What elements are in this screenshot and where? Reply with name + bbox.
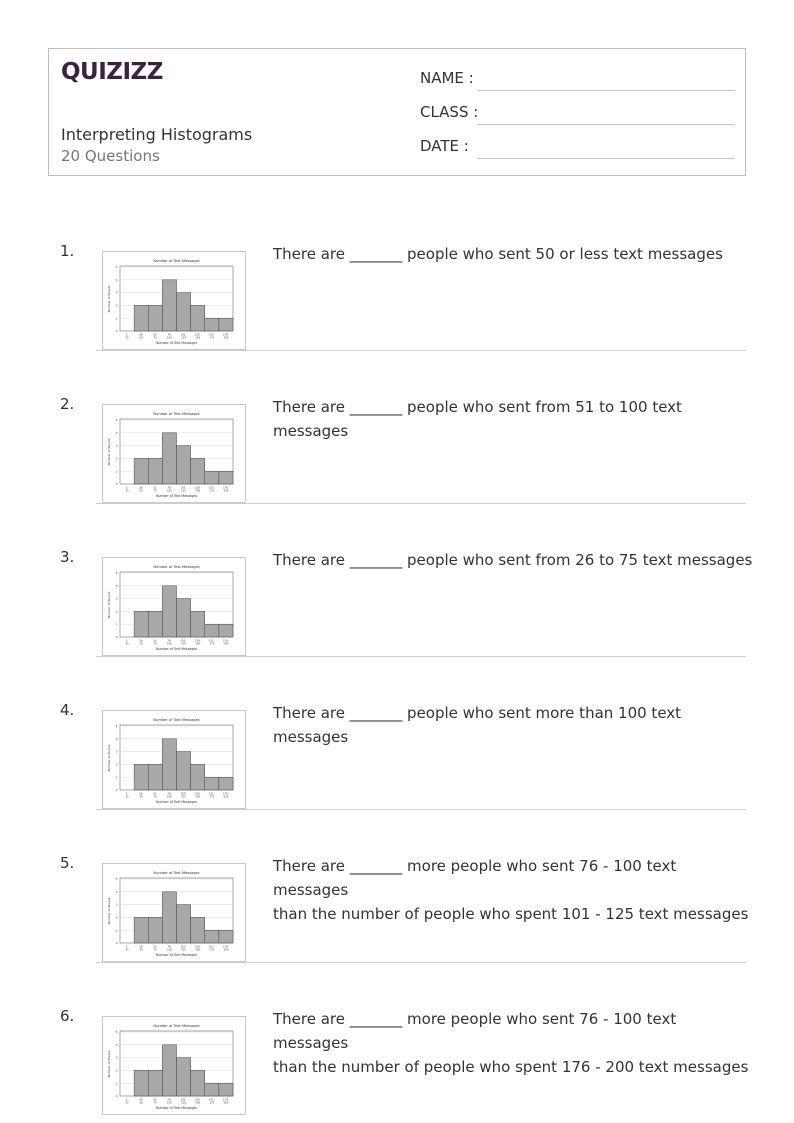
histogram-bar [205, 624, 219, 637]
x-tick-label: 101- [180, 1098, 187, 1102]
histogram-bar [191, 458, 205, 484]
histogram-bar [205, 777, 219, 790]
chart-title: Number of Text Messages [153, 718, 200, 722]
x-tick-label: 126- [194, 333, 201, 337]
x-tick-label: 26- [139, 486, 144, 490]
y-tick-label: 4 [115, 583, 118, 588]
question-item [0, 1007, 794, 1123]
x-tick-label: 101- [180, 486, 187, 490]
x-tick-label: 126- [194, 945, 201, 949]
histogram-bar [134, 1070, 148, 1096]
x-tick-label: 126- [194, 486, 201, 490]
y-tick-label: 0 [115, 482, 118, 487]
chart-title: Number of Text Messages [153, 412, 200, 416]
question-item [0, 395, 794, 548]
x-tick-label: 51- [153, 333, 158, 337]
y-axis-label: Number of People [107, 591, 111, 619]
question-number: 1. [60, 242, 75, 260]
histogram-bar [148, 1070, 162, 1096]
histogram-bar [148, 764, 162, 790]
x-tick-label: 51- [153, 486, 158, 490]
worksheet-title: Interpreting Histograms [61, 125, 253, 144]
x-tick-label: 75 [153, 795, 157, 799]
question-text-line: There are _______ people who sent 50 or less text messages [273, 245, 723, 263]
question-count: 20 Questions [61, 147, 160, 165]
x-tick-label: 151- [208, 486, 215, 490]
question-item [0, 854, 794, 1007]
histogram-bar [205, 318, 219, 331]
x-tick-label: 50 [139, 948, 143, 952]
question-text [273, 548, 753, 572]
histogram-bar [177, 1058, 191, 1096]
histogram-chart [103, 711, 245, 808]
question-number: 5. [60, 854, 75, 872]
x-tick-label: 126- [194, 1098, 201, 1102]
y-tick-label: 5 [115, 877, 118, 882]
x-tick-label: 151- [208, 333, 215, 337]
x-tick-label: 51- [153, 639, 158, 643]
x-tick-label: 176- [222, 333, 229, 337]
question-item [0, 548, 794, 701]
histogram-bar [162, 739, 176, 790]
y-tick-label: 2 [115, 456, 118, 461]
question-divider [96, 350, 746, 351]
histogram-image [102, 404, 246, 503]
y-tick-label: 3 [115, 290, 118, 295]
histogram-bar [205, 1083, 219, 1096]
x-tick-label: 100 [166, 795, 172, 799]
x-tick-label: 25 [125, 795, 129, 799]
x-tick-label: 75 [153, 642, 157, 646]
x-tick-label: 200 [223, 336, 229, 340]
histogram-bar [148, 305, 162, 331]
histogram-bar [205, 471, 219, 484]
worksheet-header [48, 48, 746, 176]
y-tick-label: 5 [115, 418, 118, 423]
histogram-chart [103, 558, 245, 655]
y-axis-label: Number of People [107, 897, 111, 925]
y-tick-label: 5 [115, 1030, 118, 1035]
question-text-line: There are _______ people who sent more than 100 text messages [273, 704, 682, 746]
y-tick-label: 1 [115, 775, 118, 780]
histogram-bar [177, 752, 191, 790]
x-tick-label: 26- [139, 945, 144, 949]
x-tick-label: 151- [208, 1098, 215, 1102]
x-tick-label: 150 [195, 336, 201, 340]
question-text-line: than the number of people who spent 176 - 200 text messages [273, 1058, 749, 1076]
x-tick-label: 150 [195, 948, 201, 952]
question-number: 6. [60, 1007, 75, 1025]
question-text [273, 701, 753, 749]
chart-title: Number of Text Messages [153, 1024, 200, 1028]
histogram-bar [219, 777, 233, 790]
y-tick-label: 5 [115, 265, 118, 270]
x-tick-label: 100 [166, 336, 172, 340]
question-text-line: There are _______ more people who sent 76 - 100 text messages [273, 1010, 677, 1052]
y-tick-label: 1 [115, 469, 118, 474]
y-tick-label: 4 [115, 889, 118, 894]
x-tick-label: 101- [180, 639, 187, 643]
y-axis-label: Number of People [107, 438, 111, 466]
name-line[interactable] [477, 90, 735, 91]
x-tick-label: 125 [181, 1101, 187, 1105]
y-tick-label: 3 [115, 749, 118, 754]
chart-title: Number of Text Messages [153, 259, 200, 263]
x-tick-label: 25 [125, 948, 129, 952]
x-tick-label: 75 [153, 948, 157, 952]
name-field[interactable] [420, 69, 735, 91]
x-tick-label: 50 [139, 642, 143, 646]
y-tick-label: 5 [115, 571, 118, 576]
x-tick-label: 26- [139, 639, 144, 643]
x-tick-label: 1- [125, 486, 129, 490]
question-text-line: There are _______ people who sent from 26 to 75 text messages [273, 551, 753, 569]
y-tick-label: 2 [115, 915, 118, 920]
x-tick-label: 175 [209, 489, 215, 493]
x-tick-label: 200 [223, 489, 229, 493]
y-tick-label: 3 [115, 1055, 118, 1060]
histogram-image [102, 863, 246, 962]
histogram-bar [219, 471, 233, 484]
y-tick-label: 3 [115, 902, 118, 907]
x-tick-label: 175 [209, 336, 215, 340]
x-tick-label: 175 [209, 948, 215, 952]
x-tick-label: 200 [223, 1101, 229, 1105]
question-divider [96, 503, 746, 504]
x-tick-label: 125 [181, 642, 187, 646]
x-tick-label: 1- [125, 1098, 129, 1102]
y-axis-label: Number of People [107, 744, 111, 772]
x-tick-label: 76- [167, 486, 172, 490]
x-tick-label: 176- [222, 792, 229, 796]
date-field[interactable] [420, 137, 735, 159]
y-tick-label: 1 [115, 928, 118, 933]
x-tick-label: 76- [167, 639, 172, 643]
histogram-bar [191, 764, 205, 790]
x-tick-label: 175 [209, 795, 215, 799]
x-tick-label: 25 [125, 1101, 129, 1105]
histogram-image [102, 251, 246, 350]
question-text [273, 1007, 753, 1079]
x-tick-label: 101- [180, 333, 187, 337]
y-tick-label: 2 [115, 1068, 118, 1073]
histogram-image [102, 1016, 246, 1115]
question-item [0, 701, 794, 854]
histogram-image [102, 710, 246, 809]
x-tick-label: 176- [222, 945, 229, 949]
question-text [273, 854, 753, 926]
histogram-bar [177, 446, 191, 484]
class-field[interactable] [420, 103, 735, 125]
x-tick-label: 150 [195, 489, 201, 493]
question-item [0, 242, 794, 395]
question-divider [96, 656, 746, 657]
histogram-bar [134, 458, 148, 484]
x-tick-label: 26- [139, 1098, 144, 1102]
x-tick-label: 51- [153, 792, 158, 796]
x-tick-label: 100 [166, 948, 172, 952]
y-tick-label: 0 [115, 1094, 118, 1099]
x-tick-label: 100 [166, 489, 172, 493]
x-tick-label: 200 [223, 795, 229, 799]
histogram-image [102, 557, 246, 656]
histogram-bar [219, 624, 233, 637]
x-tick-label: 26- [139, 333, 144, 337]
x-axis-label: Number of Text Messages [156, 341, 197, 345]
y-tick-label: 0 [115, 788, 118, 793]
x-tick-label: 150 [195, 795, 201, 799]
histogram-bar [148, 611, 162, 637]
y-axis-label: Number of People [107, 285, 111, 313]
histogram-chart [103, 405, 245, 502]
y-tick-label: 4 [115, 1042, 118, 1047]
x-tick-label: 175 [209, 1101, 215, 1105]
y-tick-label: 2 [115, 303, 118, 308]
x-tick-label: 125 [181, 948, 187, 952]
y-tick-label: 0 [115, 941, 118, 946]
y-tick-label: 1 [115, 316, 118, 321]
x-tick-label: 75 [153, 489, 157, 493]
x-tick-label: 125 [181, 336, 187, 340]
histogram-bar [134, 917, 148, 943]
chart-title: Number of Text Messages [153, 565, 200, 569]
question-text-line: than the number of people who spent 101 - 125 text messages [273, 905, 749, 923]
y-axis-label: Number of People [107, 1050, 111, 1078]
x-tick-label: 51- [153, 1098, 158, 1102]
x-tick-label: 126- [194, 792, 201, 796]
y-tick-label: 4 [115, 430, 118, 435]
x-tick-label: 100 [166, 642, 172, 646]
x-tick-label: 26- [139, 792, 144, 796]
x-tick-label: 101- [180, 945, 187, 949]
histogram-bar [148, 458, 162, 484]
x-tick-label: 25 [125, 489, 129, 493]
x-axis-label: Number of Text Messages [156, 800, 197, 804]
histogram-chart [103, 1017, 245, 1114]
x-tick-label: 75 [153, 336, 157, 340]
x-tick-label: 1- [125, 945, 129, 949]
x-tick-label: 176- [222, 486, 229, 490]
question-text-line: There are _______ people who sent from 51 to 100 text messages [273, 398, 682, 440]
histogram-bar [191, 305, 205, 331]
x-tick-label: 50 [139, 489, 143, 493]
x-tick-label: 101- [180, 792, 187, 796]
histogram-bar [134, 305, 148, 331]
histogram-bar [219, 930, 233, 943]
question-divider [96, 809, 746, 810]
y-tick-label: 0 [115, 329, 118, 334]
name-label: NAME : [420, 69, 474, 87]
y-tick-label: 1 [115, 1081, 118, 1086]
x-axis-label: Number of Text Messages [156, 494, 197, 498]
class-label: CLASS : [420, 103, 479, 121]
x-axis-label: Number of Text Messages [156, 953, 197, 957]
histogram-bar [191, 1070, 205, 1096]
question-text [273, 395, 753, 443]
x-tick-label: 51- [153, 945, 158, 949]
histogram-bar [162, 280, 176, 331]
y-tick-label: 2 [115, 762, 118, 767]
histogram-chart [103, 252, 245, 349]
y-tick-label: 4 [115, 277, 118, 282]
x-tick-label: 1- [125, 333, 129, 337]
chart-title: Number of Text Messages [153, 871, 200, 875]
x-tick-label: 76- [167, 792, 172, 796]
x-tick-label: 25 [125, 642, 129, 646]
question-text-line: There are _______ more people who sent 76 - 100 text messages [273, 857, 677, 899]
x-tick-label: 151- [208, 945, 215, 949]
histogram-bar [134, 611, 148, 637]
date-label: DATE : [420, 137, 469, 155]
y-tick-label: 5 [115, 724, 118, 729]
x-tick-label: 200 [223, 948, 229, 952]
histogram-bar [177, 905, 191, 943]
histogram-bar [219, 1083, 233, 1096]
x-axis-label: Number of Text Messages [156, 1106, 197, 1110]
quizizz-logo: QUIZIZZ [61, 59, 163, 85]
x-tick-label: 76- [167, 1098, 172, 1102]
class-line[interactable] [477, 124, 735, 125]
date-line[interactable] [477, 158, 735, 159]
x-tick-label: 76- [167, 333, 172, 337]
y-tick-label: 0 [115, 635, 118, 640]
y-tick-label: 3 [115, 596, 118, 601]
histogram-bar [191, 611, 205, 637]
y-tick-label: 2 [115, 609, 118, 614]
x-tick-label: 126- [194, 639, 201, 643]
x-tick-label: 200 [223, 642, 229, 646]
x-tick-label: 175 [209, 642, 215, 646]
y-tick-label: 3 [115, 443, 118, 448]
histogram-bar [148, 917, 162, 943]
question-number: 3. [60, 548, 75, 566]
x-tick-label: 25 [125, 336, 129, 340]
x-tick-label: 125 [181, 795, 187, 799]
y-tick-label: 4 [115, 736, 118, 741]
x-tick-label: 50 [139, 795, 143, 799]
x-tick-label: 76- [167, 945, 172, 949]
x-tick-label: 150 [195, 1101, 201, 1105]
histogram-bar [205, 930, 219, 943]
x-tick-label: 176- [222, 1098, 229, 1102]
x-tick-label: 125 [181, 489, 187, 493]
histogram-bar [191, 917, 205, 943]
y-tick-label: 1 [115, 622, 118, 627]
x-tick-label: 75 [153, 1101, 157, 1105]
x-axis-label: Number of Text Messages [156, 647, 197, 651]
histogram-bar [162, 892, 176, 943]
x-tick-label: 100 [166, 1101, 172, 1105]
x-tick-label: 151- [208, 639, 215, 643]
x-tick-label: 176- [222, 639, 229, 643]
x-tick-label: 151- [208, 792, 215, 796]
x-tick-label: 1- [125, 792, 129, 796]
question-divider [96, 962, 746, 963]
x-tick-label: 50 [139, 1101, 143, 1105]
histogram-bar [219, 318, 233, 331]
question-number: 2. [60, 395, 75, 413]
question-text [273, 242, 753, 266]
histogram-bar [177, 293, 191, 331]
x-tick-label: 50 [139, 336, 143, 340]
question-number: 4. [60, 701, 75, 719]
histogram-bar [177, 599, 191, 637]
histogram-bar [162, 1045, 176, 1096]
x-tick-label: 150 [195, 642, 201, 646]
histogram-bar [162, 586, 176, 637]
histogram-chart [103, 864, 245, 961]
histogram-bar [162, 433, 176, 484]
x-tick-label: 1- [125, 639, 129, 643]
histogram-bar [134, 764, 148, 790]
